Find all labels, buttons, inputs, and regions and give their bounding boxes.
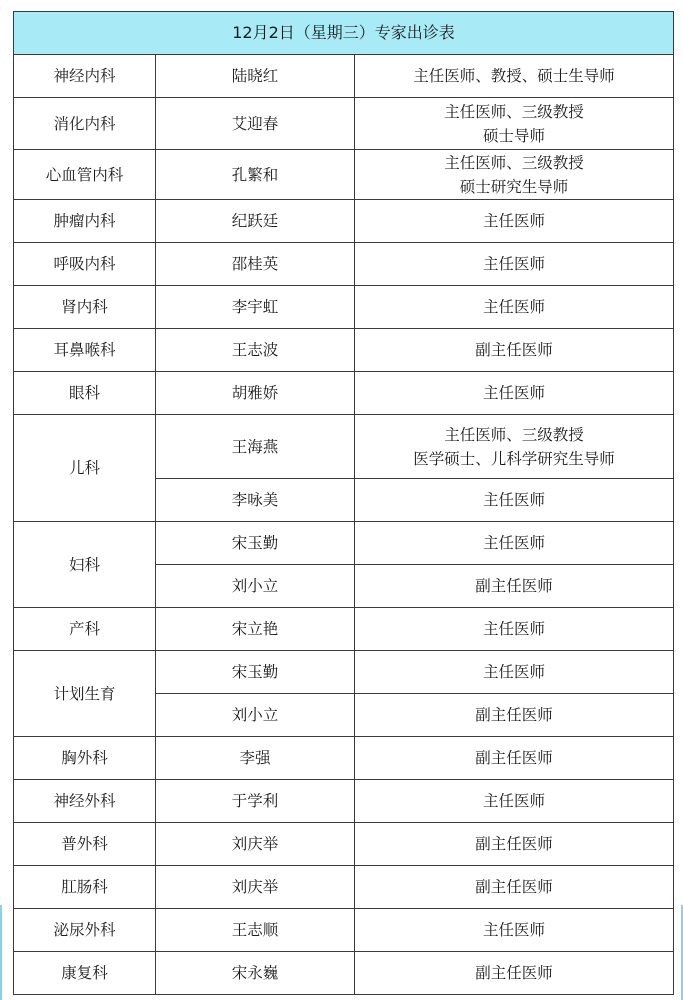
title-cell <box>355 909 674 952</box>
table-row <box>14 737 674 780</box>
table-row <box>14 522 674 565</box>
table-row <box>14 651 674 694</box>
doctor-cell: 李强 <box>156 737 355 780</box>
title-line: 主任医师 <box>483 384 546 402</box>
title-cell <box>355 823 674 866</box>
department-cell: 胸外科 <box>14 737 156 780</box>
title-cell <box>355 737 674 780</box>
title-cell <box>355 243 674 286</box>
title-cell <box>355 565 674 608</box>
table-row <box>14 823 674 866</box>
department-cell: 儿科 <box>14 415 156 522</box>
title-cell <box>355 55 674 98</box>
department-cell: 神经外科 <box>14 780 156 823</box>
title-line: 主任医师 <box>483 663 546 681</box>
title-line: 主任医师 <box>483 792 546 810</box>
doctor-cell: 刘庆举 <box>156 866 355 909</box>
title-line: 副主任医师 <box>475 749 553 767</box>
department-cell: 消化内科 <box>14 98 156 150</box>
table-row <box>14 780 674 823</box>
title-cell <box>355 479 674 522</box>
department-cell: 产科 <box>14 608 156 651</box>
department-cell: 妇科 <box>14 522 156 608</box>
title-row <box>14 12 674 55</box>
doctor-cell: 宋玉勤 <box>156 651 355 694</box>
table-row <box>14 608 674 651</box>
doctor-cell: 邵桂英 <box>156 243 355 286</box>
title-cell <box>355 952 674 995</box>
title-cell <box>355 608 674 651</box>
schedule-container <box>13 11 673 995</box>
department-cell: 肛肠科 <box>14 866 156 909</box>
doctor-cell: 陆晓红 <box>156 55 355 98</box>
title-line: 主任医师 <box>483 534 546 552</box>
title-line: 主任医师 <box>483 620 546 638</box>
title-cell <box>355 780 674 823</box>
department-cell: 眼科 <box>14 372 156 415</box>
table-row <box>14 372 674 415</box>
title-cell <box>355 286 674 329</box>
title-line: 主任医师、三级教授 <box>444 102 584 121</box>
title-line: 副主任医师 <box>475 706 553 724</box>
table-row <box>14 952 674 995</box>
table-row <box>14 286 674 329</box>
department-cell: 心血管内科 <box>14 150 156 200</box>
title-line: 主任医师、三级教授 <box>444 425 584 444</box>
table-row <box>14 909 674 952</box>
department-cell: 肾内科 <box>14 286 156 329</box>
title-cell <box>355 98 674 150</box>
table-row <box>14 150 674 200</box>
expert-schedule-table <box>13 11 674 995</box>
title-cell <box>355 866 674 909</box>
table-title: 12月2日（星期三）专家出诊表 <box>14 12 674 55</box>
title-line: 副主任医师 <box>475 964 553 982</box>
title-line: 主任医师、三级教授 <box>444 153 584 172</box>
table-row <box>14 200 674 243</box>
department-cell: 计划生育 <box>14 651 156 737</box>
doctor-cell: 刘庆举 <box>156 823 355 866</box>
doctor-cell: 胡雅娇 <box>156 372 355 415</box>
doctor-cell: 于学利 <box>156 780 355 823</box>
title-line: 副主任医师 <box>475 835 553 853</box>
doctor-cell: 孔繁和 <box>156 150 355 200</box>
doctor-cell: 宋永巍 <box>156 952 355 995</box>
title-line: 硕士导师 <box>483 126 546 145</box>
title-cell <box>355 329 674 372</box>
table-row <box>14 415 674 479</box>
doctor-cell: 刘小立 <box>156 694 355 737</box>
department-cell: 耳鼻喉科 <box>14 329 156 372</box>
title-cell <box>355 415 674 479</box>
doctor-cell: 王海燕 <box>156 415 355 479</box>
table-row <box>14 243 674 286</box>
title-cell <box>355 522 674 565</box>
left-edge-strip <box>0 905 2 1000</box>
title-cell <box>355 694 674 737</box>
department-cell: 神经内科 <box>14 55 156 98</box>
doctor-cell: 李宇虹 <box>156 286 355 329</box>
title-line: 副主任医师 <box>475 577 553 595</box>
title-line: 主任医师 <box>483 298 546 316</box>
table-row <box>14 55 674 98</box>
doctor-cell: 宋玉勤 <box>156 522 355 565</box>
title-line: 硕士研究生导师 <box>459 177 569 196</box>
doctor-cell: 刘小立 <box>156 565 355 608</box>
title-line: 主任医师 <box>483 255 546 273</box>
title-line: 主任医师 <box>483 921 546 939</box>
doctor-cell: 纪跃廷 <box>156 200 355 243</box>
table-row <box>14 98 674 150</box>
doctor-cell: 王志波 <box>156 329 355 372</box>
doctor-cell: 艾迎春 <box>156 98 355 150</box>
doctor-cell: 宋立艳 <box>156 608 355 651</box>
table-row <box>14 866 674 909</box>
department-cell: 呼吸内科 <box>14 243 156 286</box>
title-cell <box>355 372 674 415</box>
table-row <box>14 329 674 372</box>
title-cell <box>355 651 674 694</box>
department-cell: 泌尿外科 <box>14 909 156 952</box>
title-line: 医学硕士、儿科学研究生导师 <box>413 449 615 468</box>
title-cell <box>355 200 674 243</box>
title-line: 主任医师、教授、硕士生导师 <box>413 67 615 85</box>
doctor-cell: 李咏美 <box>156 479 355 522</box>
title-line: 主任医师 <box>483 491 546 509</box>
department-cell: 康复科 <box>14 952 156 995</box>
title-cell <box>355 150 674 200</box>
title-line: 主任医师 <box>483 212 546 230</box>
title-line: 副主任医师 <box>475 341 553 359</box>
department-cell: 肿瘤内科 <box>14 200 156 243</box>
title-line: 副主任医师 <box>475 878 553 896</box>
doctor-cell: 王志顺 <box>156 909 355 952</box>
department-cell: 普外科 <box>14 823 156 866</box>
